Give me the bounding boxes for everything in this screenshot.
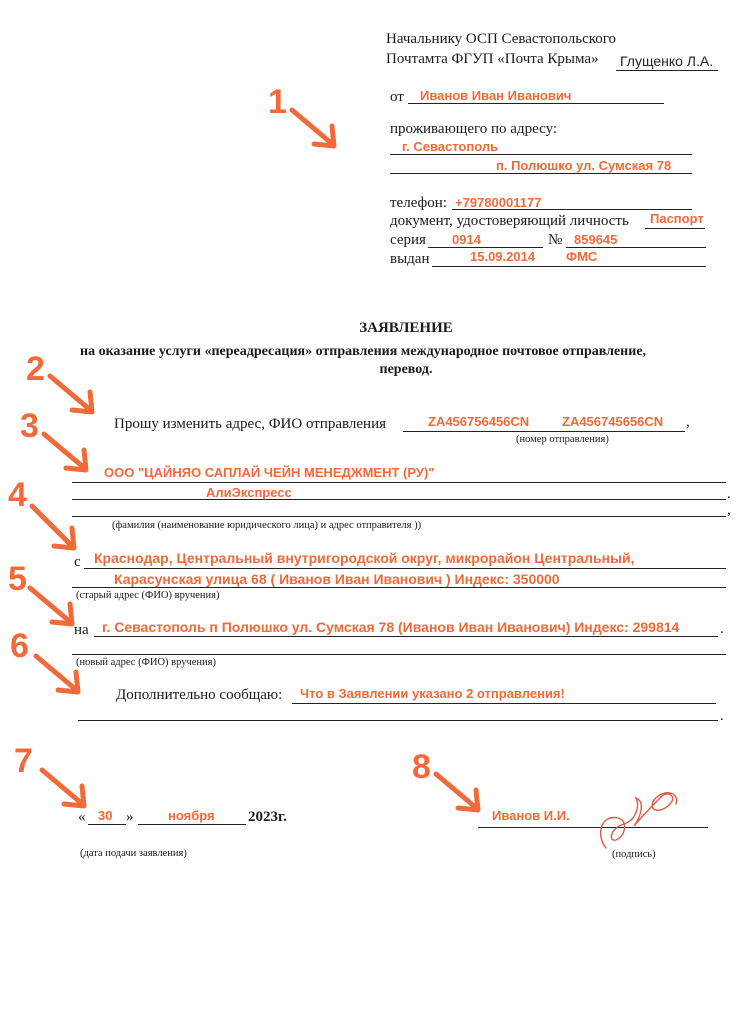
- address-line2[interactable]: п. Полюшко ул. Сумская 78: [496, 158, 672, 173]
- recipient-name: Глущенко Л.А.: [620, 53, 714, 69]
- date-day[interactable]: 30: [98, 808, 113, 823]
- from-value[interactable]: Иванов Иван Иванович: [420, 88, 572, 103]
- marker-2: 2: [26, 350, 45, 388]
- additional-underline-1: [292, 703, 716, 704]
- date-month[interactable]: ноября: [168, 808, 215, 823]
- marker-4: 4: [8, 476, 27, 514]
- old-address-underline-1: [84, 568, 726, 569]
- sender-dot-1: .: [727, 486, 731, 502]
- date-quote-open: «: [78, 809, 86, 825]
- new-address-value[interactable]: г. Севастополь п Полюшко ул. Сумская 78 (Иванов Иван Иванович) Индекс: 299814: [102, 619, 680, 635]
- signer-name[interactable]: Иванов И.И.: [492, 808, 570, 823]
- old-address-line1[interactable]: Краснодар, Центральный внутригородской округ, микрорайон Центральный,: [94, 550, 635, 566]
- new-address-underline-1: [94, 636, 718, 637]
- new-address-prefix: на: [74, 622, 89, 638]
- sender-line2[interactable]: АлиЭкспресс: [206, 485, 292, 500]
- handwritten-signature: [588, 784, 688, 856]
- from-underline: [408, 103, 664, 104]
- date-quote-close: »: [126, 809, 134, 825]
- additional-dot: .: [720, 708, 724, 724]
- arrow-7-icon: [36, 766, 96, 816]
- arrow-4-icon: [26, 502, 86, 558]
- series-underline: [428, 247, 543, 248]
- new-address-dot: .: [720, 621, 724, 637]
- number-underline: [566, 247, 706, 248]
- phone-label: телефон:: [390, 195, 447, 211]
- request-label: Прошу изменить адрес, ФИО отправления: [114, 416, 386, 432]
- arrow-1-icon: [286, 106, 346, 156]
- document-subtitle-2: перевод.: [379, 362, 433, 377]
- recipient-line1: Начальнику ОСП Севастопольского: [386, 31, 617, 47]
- new-address-caption: (новый адрес (ФИО) вручения): [76, 657, 216, 668]
- document-subtitle-1: на оказание услуги «переадресация» отправления международное почтовое отправление,: [80, 344, 647, 359]
- address-label: проживающего по адресу:: [390, 121, 558, 137]
- doc-value[interactable]: Паспорт: [650, 211, 704, 226]
- arrow-6-icon: [30, 652, 90, 702]
- address-underline-2: [390, 173, 692, 174]
- sender-dot-2: ,: [727, 502, 731, 518]
- tracking-number-1[interactable]: ZA456756456CN: [428, 414, 530, 429]
- phone-value[interactable]: +79780001177: [455, 195, 542, 210]
- from-label: от: [390, 89, 404, 105]
- tracking-caption: (номер отправления): [516, 434, 609, 445]
- number-label: №: [548, 232, 563, 248]
- additional-underline-2: [78, 720, 718, 721]
- marker-1: 1: [268, 83, 287, 121]
- sender-line1[interactable]: ООО "ЦАЙНЯО САПЛАЙ ЧЕЙН МЕНЕДЖМЕНТ (РУ)": [104, 465, 435, 480]
- document-title: ЗАЯВЛЕНИЕ: [359, 320, 453, 336]
- additional-label: Дополнительно сообщаю:: [116, 687, 283, 703]
- arrow-8-icon: [430, 770, 490, 820]
- arrow-2-icon: [44, 372, 104, 422]
- issued-by[interactable]: ФМС: [566, 249, 598, 264]
- series-label: серия: [390, 232, 426, 248]
- tracking-number-2[interactable]: ZA456745656CN: [562, 414, 664, 429]
- date-year: 2023г.: [248, 809, 287, 825]
- old-address-prefix: с: [74, 554, 81, 570]
- number-value[interactable]: 859645: [574, 232, 618, 247]
- arrow-3-icon: [38, 430, 98, 480]
- address-underline-1: [390, 154, 692, 155]
- sender-underline-3: [72, 516, 726, 517]
- day-underline: [88, 824, 126, 825]
- issued-underline: [432, 266, 706, 267]
- marker-6: 6: [10, 627, 29, 665]
- marker-7: 7: [14, 742, 33, 780]
- additional-value[interactable]: Что в Заявлении указано 2 отправления!: [300, 686, 565, 701]
- recipient-name-underline: [616, 70, 718, 71]
- tracking-underline: [403, 431, 685, 432]
- sender-caption: (фамилия (наименование юридического лица) и адрес отправителя )): [112, 520, 422, 531]
- old-address-line2[interactable]: Карасунская улица 68 ( Иванов Иван Иванович ) Индекс: 350000: [114, 571, 560, 587]
- marker-8: 8: [412, 748, 431, 786]
- date-caption: (дата подачи заявления): [80, 848, 187, 859]
- month-underline: [138, 824, 246, 825]
- sender-underline-2: [72, 499, 726, 500]
- recipient-line2: Почтамта ФГУП «Почта Крыма»: [386, 51, 599, 67]
- arrow-5-icon: [24, 584, 84, 634]
- marker-5: 5: [8, 560, 27, 598]
- old-address-underline-2: [72, 587, 726, 588]
- tracking-comma: ,: [686, 414, 690, 430]
- doc-label: документ, удостоверяющий личность: [390, 213, 629, 229]
- issued-date[interactable]: 15.09.2014: [470, 249, 536, 264]
- address-line1[interactable]: г. Севастополь: [402, 139, 499, 154]
- signature-caption: (подпись): [612, 849, 656, 860]
- old-address-caption: (старый адрес (ФИО) вручения): [76, 590, 220, 601]
- marker-3: 3: [20, 407, 39, 445]
- sender-underline-1: [72, 482, 726, 483]
- issued-label: выдан: [390, 251, 430, 267]
- series-value[interactable]: 0914: [452, 232, 481, 247]
- doc-underline: [645, 228, 705, 229]
- new-address-underline-2: [72, 654, 726, 655]
